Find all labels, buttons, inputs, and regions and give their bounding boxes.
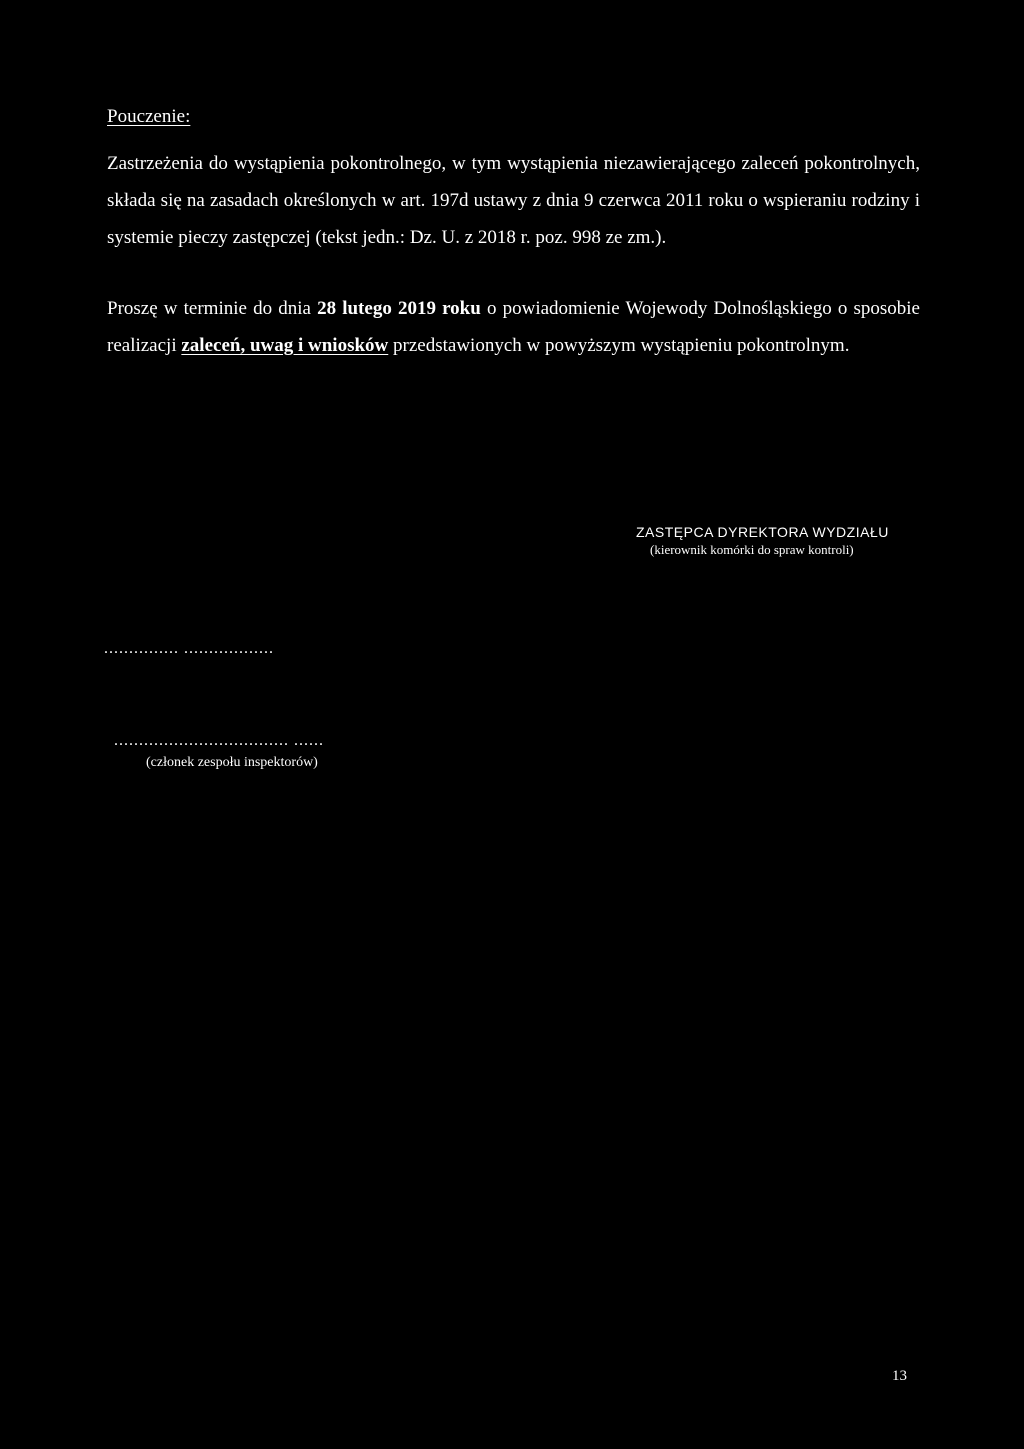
emphasis-recommendations: zaleceń, uwag i wniosków bbox=[181, 335, 389, 356]
stamp-caption: (kierownik komórki do spraw kontroli) bbox=[650, 542, 854, 557]
deadline-date: 28 lutego 2019 roku bbox=[317, 298, 481, 319]
paragraph-request bbox=[107, 290, 920, 364]
page-number: 13 bbox=[892, 1368, 907, 1384]
inspector-caption: (członek zespołu inspektorów) bbox=[146, 755, 318, 770]
signature-line: ................................... ...... bbox=[114, 732, 324, 749]
paragraph-request-part1: Proszę w terminie do dnia bbox=[107, 298, 318, 319]
signature-line: ............... .................. bbox=[104, 640, 274, 657]
heading: Pouczenie: bbox=[107, 106, 191, 127]
paragraph-objections: Zastrzeżenia do wystąpienia pokontrolnego, w tym wystąpienia niezawierającego zaleceń pokontrolnych, składa się na zasadach określonych w art. 197d ustawy z dnia 9 czerwca 2011 roku o wspieraniu rodziny i systemie pieczy zastępczej (tekst jedn.: Dz. U. z 2018 r. poz. 998 ze zm.). bbox=[107, 153, 920, 248]
stamp-title: ZASTĘPCA DYREKTORA WYDZIAŁU bbox=[636, 524, 889, 540]
paragraph-request-part2: o powiadomienie Wojewody Dolnośląskiego o sposobie realizacji bbox=[107, 298, 920, 356]
paragraph-request-part3: przedstawionych w powyższym wystąpieniu pokontrolnym. bbox=[388, 335, 850, 356]
